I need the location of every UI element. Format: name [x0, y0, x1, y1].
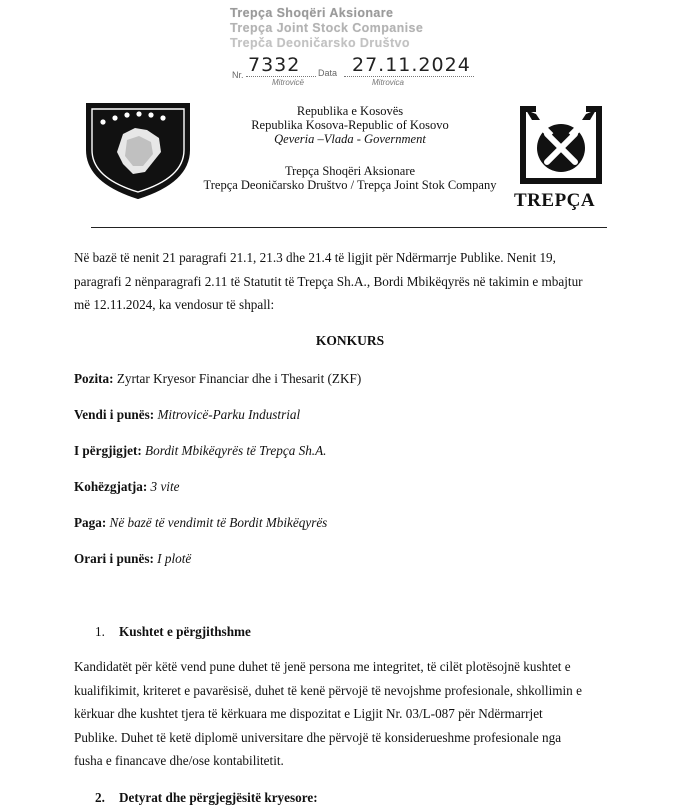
field-reports-to [74, 443, 326, 459]
header-line-1: Republika e Kosovës [296, 104, 404, 118]
header-line-2: Republika Kosova-Republic of Kosovo [251, 118, 449, 132]
field-position-label: Pozita: [74, 371, 114, 386]
field-reports-to-value: Bordit Mbikëqyrës të Trepça Sh.A. [145, 443, 327, 458]
stamp-nr-label: Nr. [232, 70, 244, 80]
stamp-date-label: Data [318, 68, 338, 78]
stamp-nr-dotted-line [246, 76, 316, 77]
section-1-number: 1. [95, 624, 105, 639]
stamp-number-date-row [232, 54, 492, 87]
field-schedule [74, 551, 191, 567]
intro-line-1: Në bazë të nenit 21 paragrafi 21.1, 21.3 dhe 21.4 të ligjit për Ndërmarrje Publike. Nenit 19, [74, 250, 556, 265]
stamp-line-1: Trepça Shoqëri Aksionare [230, 6, 394, 20]
registry-stamp [230, 6, 490, 51]
stamp-date-value: 27.11.2024 [352, 54, 471, 76]
stamp-sub-left: Mitrovicë [272, 78, 305, 87]
header-line-4: Trepça Shoqëri Aksionare [284, 164, 416, 178]
field-salary-value: Në bazë të vendimit të Bordit Mbikëqyrës [109, 515, 328, 530]
field-position-value: Zyrtar Kryesor Financiar dhe i Thesarit (ZKF) [116, 371, 362, 386]
document-title: KONKURS [315, 333, 385, 348]
section-1-line-1: Kandidatët për këtë vend pune duhet të jenë persona me integritet, të cilët plotësojnë kushtet e [74, 659, 571, 674]
field-workplace-label: Vendi i punës: [74, 407, 155, 422]
section-1-line-5: fusha e financave dhe/ose kontabilitetit. [74, 753, 284, 768]
field-duration-label: Kohëzgjatja: [74, 479, 148, 494]
intro-paragraph [74, 246, 630, 317]
stamp-line-3: Trepča Deoničarsko Društvo [230, 36, 410, 50]
intro-line-3: më 12.11.2024, ka vendosur të shpall: [74, 297, 275, 312]
header-divider [91, 227, 607, 228]
section-1-line-4: Publike. Duhet të ketë diplomë universitare dhe përvojë të konsiderueshme profesionale nga [74, 729, 562, 745]
trepca-logo-text: TREPÇA [514, 190, 596, 211]
stamp-line-2: Trepça Joint Stock Companise [230, 21, 424, 35]
section-2-heading [95, 790, 318, 806]
field-schedule-label: Orari i punës: [74, 551, 154, 566]
field-workplace-value: Mitrovicë-Parku Industrial [157, 407, 301, 422]
header-line-3: Qeveria –Vlada - Government [274, 132, 426, 146]
field-duration-value: 3 vite [150, 479, 180, 494]
section-1-heading [95, 624, 251, 640]
stamp-date-dotted-line [344, 76, 474, 77]
section-1-line-2: kualifikimit, kriteret e pavarësisë, duhet të kenë përvojë të nevojshme profesionale, shkollimin e [74, 682, 582, 698]
header-line-5: Trepça Deoničarsko Društvo / Trepça Joint Stok Company [203, 178, 497, 192]
field-workplace [74, 407, 300, 423]
field-duration [74, 479, 179, 495]
field-schedule-value: I plotë [157, 551, 192, 566]
section-2-number: 2. [95, 790, 105, 805]
kosovo-emblem-icon [83, 100, 193, 200]
section-2-title: Detyrat dhe përgjegjësitë kryesore: [119, 790, 318, 805]
section-1-paragraph [74, 655, 630, 773]
field-position [74, 371, 361, 387]
field-salary [74, 515, 327, 531]
intro-line-2: paragrafi 2 nënparagrafi 2.11 të Statutit të Trepça Sh.A., Bordi Mbikëqyrës në takimin e mbajtur [74, 273, 583, 289]
section-1-line-3: kërkuar dhe kushtet tjera të kërkuara me dispozitat e Ligjit Nr. 03/L-087 për Ndërmarrjet [74, 706, 543, 721]
section-1-title: Kushtet e përgjithshme [119, 624, 251, 639]
field-reports-to-label: I përgjigjet: [74, 443, 142, 458]
field-salary-label: Paga: [74, 515, 107, 530]
stamp-nr-value: 7332 [248, 54, 301, 76]
stamp-sub-right: Mitrovica [372, 78, 405, 87]
